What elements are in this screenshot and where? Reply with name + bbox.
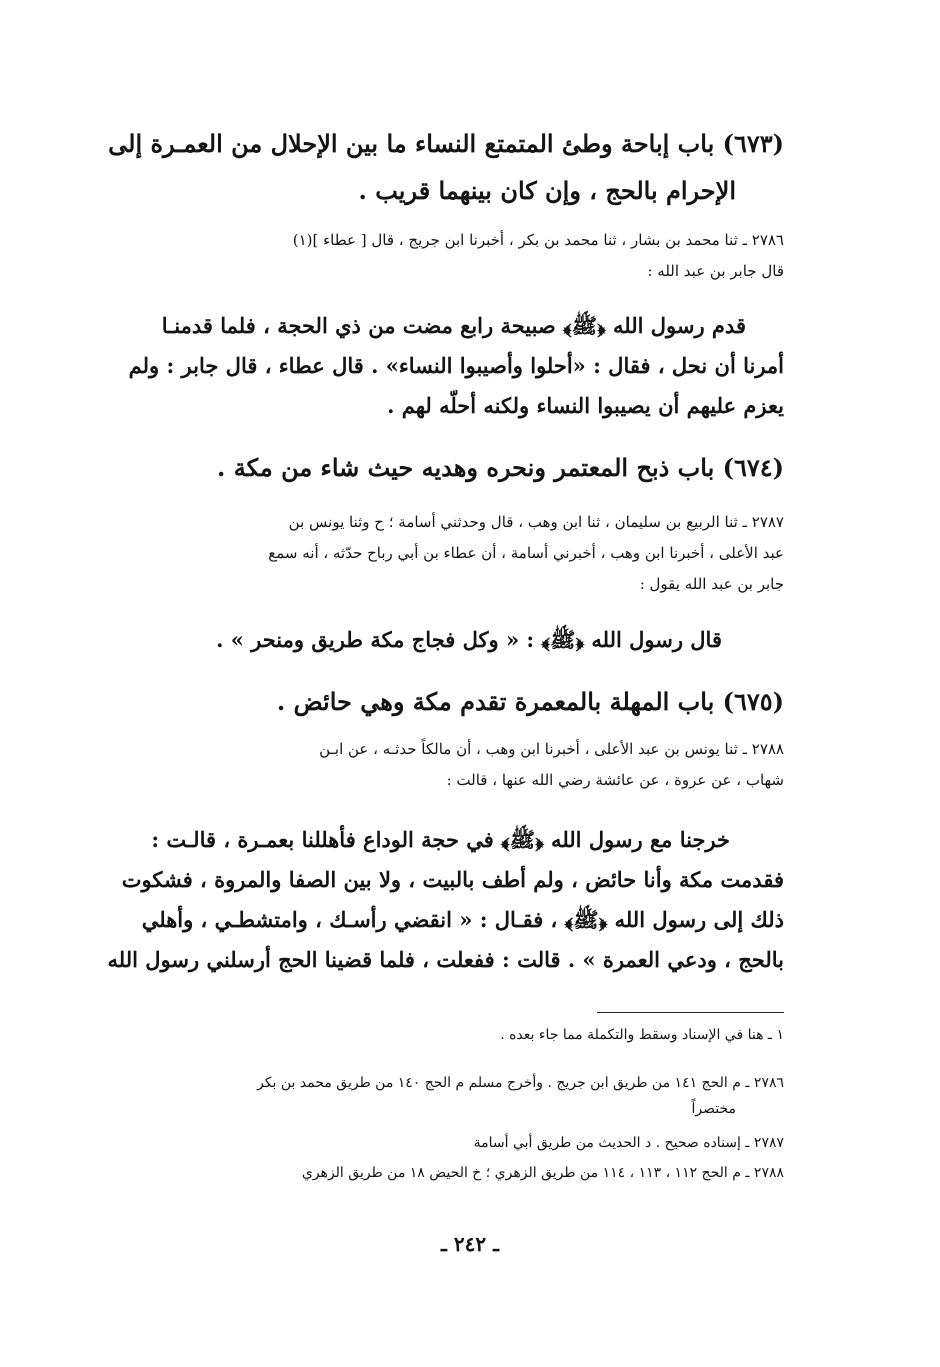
footnote-divider — [597, 1012, 784, 1013]
isnad-line: ٢٧٨٦ ـ ثنا محمد بن بشار ، ثنا محمد بن بكر ، أخبرنا ابن جريج ، قال [ عطاء ](١) — [292, 231, 784, 249]
page-number: ـ ٢٤٢ ـ — [441, 1232, 499, 1256]
heading-line: (٦٧٤) باب ذبح المعتمر ونحره وهديه حيث شاء من مكة . — [217, 453, 784, 482]
isnad-2786 — [108, 225, 784, 287]
matn-line: خرجنا مع رسول الله ﴿ﷺ﴾ في حجة الوداع فأهللنا بعمـرة ، قالـت : — [151, 827, 730, 852]
isnad-line: عبد الأعلى ، أخبرنا ابن وهب ، أخبرني أسامة ، أن عطاء بن أبي رباح حدّثه ، أنه سمع — [268, 544, 784, 562]
isnad-line: ٢٧٨٧ ـ ثنا الربيع بن سليمان ، ثنا ابن وهب ، قال وحدثني أسامة ؛ ح وثنا يونس بن — [288, 513, 784, 531]
heading-line: (٦٧٣) باب إباحة وطئ المتمتع النساء ما بين الإحلال من العمـرة إلى — [108, 129, 784, 158]
footnote-line: ٢٧٨٦ ـ م الحج ١٤١ من طريق ابن جريج . وأخرج مسلم م الحج ١٤٠ من طريق محمد بن بكر — [257, 1075, 784, 1091]
footnote-line: ٢٧٨٨ ـ م الحج ١١٢ ، ١١٣ ، ١١٤ من طريق الزهري ؛ خ الحيض ١٨ من طريق الزهري — [301, 1165, 784, 1181]
matn-line: ذلك إلى رسول الله ﴿ﷺ﴾ ، فقـال : « انقضي رأسـك ، وامتشطـي ، وأهلي — [141, 907, 784, 932]
isnad-line: شهاب ، عن عروة ، عن عائشة رضي الله عنها ، قالت : — [446, 771, 784, 789]
footnote-line: مختصراً — [691, 1101, 736, 1117]
hadith-text-2788 — [108, 820, 784, 980]
isnad-line: قال جابر بن عبد الله : — [647, 262, 784, 280]
isnad-line: جابر بن عبد الله يقول : — [639, 575, 784, 593]
heading-line: الإحرام بالحج ، وإن كان بينهما قريب . — [358, 176, 736, 205]
isnad-line: ٢٧٨٨ ـ ثنا يونس بن عبد الأعلى ، أخبرنا ابن وهب ، أن مالكاً حدثـه ، عن ابـن — [319, 740, 784, 758]
matn-line: فقدمت مكة وأنا حائض ، ولم أطف بالبيت ، ولا بين الصفا والمروة ، فشكوت — [121, 867, 784, 892]
matn-line: يعزم عليهم أن يصيبوا النساء ولكنه أحلّه لهم . — [387, 393, 784, 418]
matn-line: بالحج ، ودعي العمرة » . قالت : ففعلت ، فلما قضينا الحج أرسلني رسول الله — [108, 947, 784, 972]
heading-line: (٦٧٥) باب المهلة بالمعمرة تقدم مكة وهي حائض . — [276, 687, 784, 716]
footnote-line: ٢٧٨٧ ـ إسناده صحيح . د الحديث من طريق أبي أسامة — [473, 1135, 784, 1151]
chapter-heading-674 — [108, 444, 784, 491]
chapter-heading-675 — [108, 678, 784, 725]
matn-line: قدم رسول الله ﴿ﷺ﴾ صبيحة رابع مضت من ذي الحجة ، فلما قدمنـا — [161, 313, 746, 338]
chapter-heading-673 — [108, 120, 784, 214]
hadith-text-2787 — [108, 620, 784, 660]
footnote-line: ١ ـ هنا في الإسناد وسقط والتكملة مما جاء بعده . — [500, 1027, 784, 1043]
hadith-text-2786 — [108, 306, 784, 426]
footnotes — [108, 1020, 784, 1188]
isnad-2787 — [108, 507, 784, 600]
matn-line: قال رسول الله ﴿ﷺ﴾ : « وكل فجاج مكة طريق ومنحر » . — [216, 627, 722, 652]
isnad-2788 — [108, 734, 784, 796]
matn-line: أمرنا أن نحل ، فقال : «أحلوا وأصيبوا النساء» . قال عطاء ، قال جابر : ولم — [128, 353, 784, 378]
